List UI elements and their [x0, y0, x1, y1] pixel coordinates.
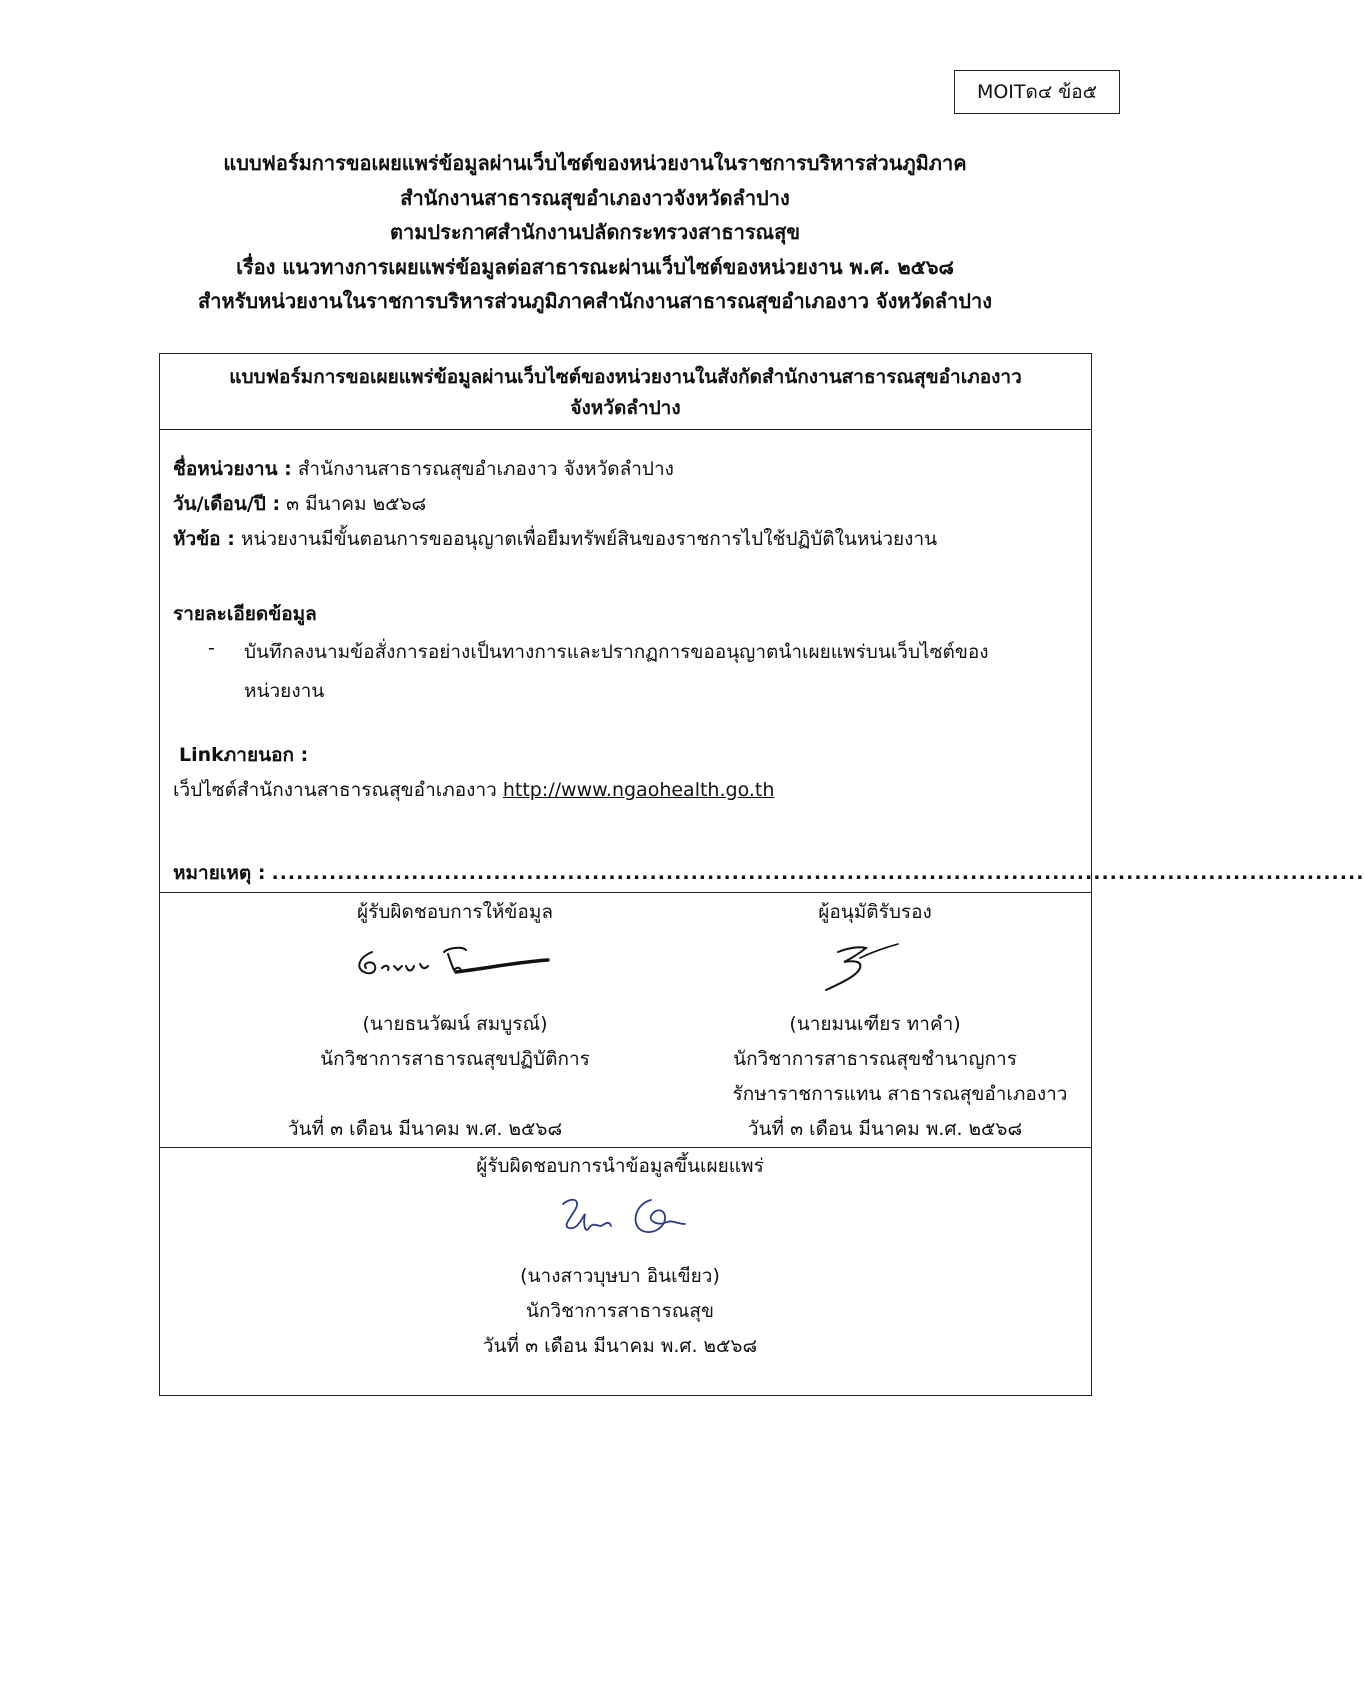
topic-row: [173, 524, 937, 554]
bottom-sign-name: (นางสาวบุษบา อินเขียว): [520, 1265, 720, 1287]
header-line-2: สำนักงานสาธารณสุขอำเภองาวจังหวัดลำปาง: [400, 185, 790, 210]
remark-dots: .....................................................................................................................................: [271, 862, 1364, 884]
external-link-text: เว็ปไซต์สำนักงานสาธารณสุขอำเภองาว: [173, 779, 503, 801]
details-label: รายละเอียดข้อมูล: [173, 603, 317, 625]
details-line-2: หน่วยงาน: [244, 680, 325, 702]
publication-form: [159, 353, 1364, 1396]
bottom-sign-role: ผู้รับผิดชอบการนำข้อมูลขึ้นเผยแพร่: [476, 1155, 764, 1177]
date-row: [173, 489, 426, 519]
agency-value: สำนักงานสาธารณสุขอำเภองาว จังหวัดลำปาง: [291, 458, 674, 480]
bottom-signature-icon: [555, 1190, 695, 1250]
details-bullet: -: [208, 637, 215, 659]
left-sign-date: วันที่ ๓ เดือน มีนาคม พ.ศ. ๒๕๖๘: [287, 1118, 563, 1140]
header-line-5: สำหรับหน่วยงานในราชการบริหารส่วนภูมิภาคสำนักงานสาธารณสุขอำเภองาว จังหวัดลำปาง: [198, 289, 992, 313]
topic-label: หัวข้อ :: [173, 528, 235, 550]
right-sign-position: นักวิชาการสาธารณสุขชำนาญการ: [733, 1048, 1017, 1070]
header-line-1: แบบฟอร์มการขอเผยแพร่ข้อมูลผ่านเว็บไซต์ของหน่วยงานในราชการบริหารส่วนภูมิภาค: [223, 151, 967, 175]
agency-row: [173, 454, 674, 484]
header-line-3: ตามประกาศสำนักงานปลัดกระทรวงสาธารณสุข: [389, 220, 800, 244]
section-divider-2: [160, 1147, 1091, 1148]
form-title-line-1: แบบฟอร์มการขอเผยแพร่ข้อมูลผ่านเว็บไซต์ของหน่วยงานในสังกัดสำนักงานสาธารณสุขอำเภองาว: [229, 366, 1022, 388]
right-sign-date: วันที่ ๓ เดือน มีนาคม พ.ศ. ๒๕๖๘: [747, 1118, 1023, 1140]
remark-label: หมายเหตุ :: [173, 862, 266, 884]
topic-value: หน่วยงานมีขั้นตอนการขออนุญาตเพื่อยืมทรัพย์สินของราชการไปใช้ปฏิบัติในหน่วยงาน: [234, 528, 938, 550]
date-value: ๓ มีนาคม ๒๕๖๘: [280, 493, 427, 515]
date-label: วัน/เดือน/ปี :: [173, 493, 281, 515]
right-sign-role: ผู้อนุมัติรับรอง: [818, 901, 932, 923]
bottom-sign-position: นักวิชาการสาธารณสุข: [525, 1300, 715, 1322]
form-title: [160, 354, 1091, 430]
header-line-4: เรื่อง แนวทางการเผยแพร่ข้อมูลต่อสาธารณะผ่านเว็บไซต์ของหน่วยงาน พ.ศ. ๒๕๖๘: [236, 254, 954, 279]
bottom-sign-date: วันที่ ๓ เดือน มีนาคม พ.ศ. ๒๕๖๘: [482, 1335, 758, 1357]
remark-row: [173, 858, 1364, 888]
right-sign-acting: รักษาราชการแทน สาธารณสุขอำเภองาว: [732, 1083, 1068, 1105]
left-sign-role: ผู้รับผิดชอบการให้ข้อมูล: [357, 901, 553, 923]
external-link-url[interactable]: http://www.ngaohealth.go.th: [502, 779, 775, 801]
document-code: MOITด๔ ข้อ๕: [976, 81, 1098, 103]
left-sign-name: (นายธนวัฒน์ สมบูรณ์): [362, 1013, 548, 1035]
right-signature-icon: [820, 934, 910, 994]
document-code-box: [954, 70, 1120, 114]
external-link-label: Linkภายนอก :: [179, 744, 309, 766]
document-header: [0, 146, 1190, 319]
left-sign-position: นักวิชาการสาธารณสุขปฏิบัติการ: [320, 1048, 590, 1070]
right-sign-name: (นายมนเฑียร ทาคำ): [789, 1013, 961, 1035]
left-signature-icon: [348, 932, 558, 992]
details-line-1: บันทึกลงนามข้อสั่งการอย่างเป็นทางการและปรากฏการขออนุญาตนำเผยแพร่บนเว็บไซต์ของ: [244, 641, 989, 663]
section-divider-1: [160, 892, 1091, 893]
external-link-row: [173, 775, 774, 805]
agency-label: ชื่อหน่วยงาน :: [173, 458, 292, 480]
form-title-line-2: จังหวัดลำปาง: [570, 397, 681, 419]
